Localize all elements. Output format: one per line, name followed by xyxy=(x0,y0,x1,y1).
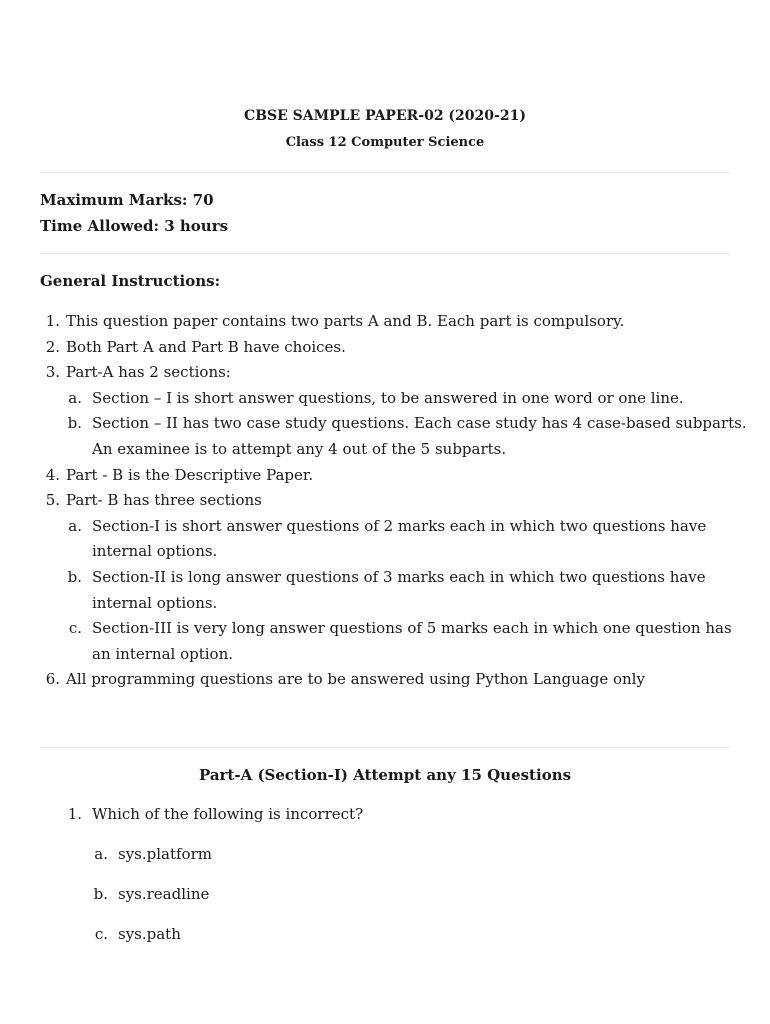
time-allowed: Time Allowed: 3 hours xyxy=(40,217,229,235)
list-text: Section – II has two case study questions. Each case study has 4 case-based subparts. xyxy=(92,414,747,433)
list-marker: 5. xyxy=(45,491,60,510)
list-marker: c. xyxy=(68,619,82,638)
list-text: internal options. xyxy=(92,542,218,561)
list-marker: 3. xyxy=(45,363,60,382)
divider xyxy=(40,172,730,173)
list-marker: a. xyxy=(68,516,82,535)
list-marker: b. xyxy=(67,568,82,586)
list-marker: a. xyxy=(68,388,82,407)
list-text: An examinee is to attempt any 4 out of the 5 subparts. xyxy=(92,440,507,458)
paper-subtitle: Class 12 Computer Science xyxy=(285,135,485,150)
list-text: Both Part A and Part B have choices. xyxy=(66,337,346,356)
option-marker: a. xyxy=(94,845,108,863)
question-number: 1. xyxy=(67,805,82,823)
option-text: sys.platform xyxy=(118,845,212,863)
list-text: Part- B has three sections xyxy=(66,491,262,510)
part-a-section-title: Part-A (Section-I) Attempt any 15 Questions xyxy=(198,766,572,784)
list-text: This question paper contains two parts A and B. Each part is compulsory. xyxy=(66,312,625,330)
list-text: All programming questions are to be answered using Python Language only xyxy=(66,670,645,689)
divider xyxy=(40,253,730,254)
list-text: internal options. xyxy=(92,593,218,612)
divider xyxy=(40,747,730,748)
list-text: Section-III is very long answer questions of 5 marks each in which one question has xyxy=(92,619,732,638)
option-text: sys.readline xyxy=(118,885,210,903)
list-marker: 1. xyxy=(45,312,60,330)
list-text: Section – I is short answer questions, to be answered in one word or one line. xyxy=(92,388,684,407)
paper-title: CBSE SAMPLE PAPER-02 (2020-21) xyxy=(244,108,526,124)
option-marker: b. xyxy=(93,885,108,903)
list-marker: 2. xyxy=(45,337,60,356)
maximum-marks: Maximum Marks: 70 xyxy=(40,191,214,209)
list-text: an internal option. xyxy=(92,644,233,663)
list-marker: b. xyxy=(67,414,82,433)
list-text: Part-A has 2 sections: xyxy=(66,363,231,382)
list-text: Section-I is short answer questions of 2 marks each in which two questions have xyxy=(92,516,707,535)
option-text: sys.path xyxy=(118,925,181,943)
list-text: Section-II is long answer questions of 3 marks each in which two questions have xyxy=(92,568,706,586)
option-marker: c. xyxy=(94,925,108,943)
list-marker: 6. xyxy=(45,670,60,689)
question-text: Which of the following is incorrect? xyxy=(92,805,364,823)
general-instructions-heading: General Instructions: xyxy=(40,272,221,290)
list-text: Part - B is the Descriptive Paper. xyxy=(66,465,314,484)
list-marker: 4. xyxy=(45,465,60,484)
